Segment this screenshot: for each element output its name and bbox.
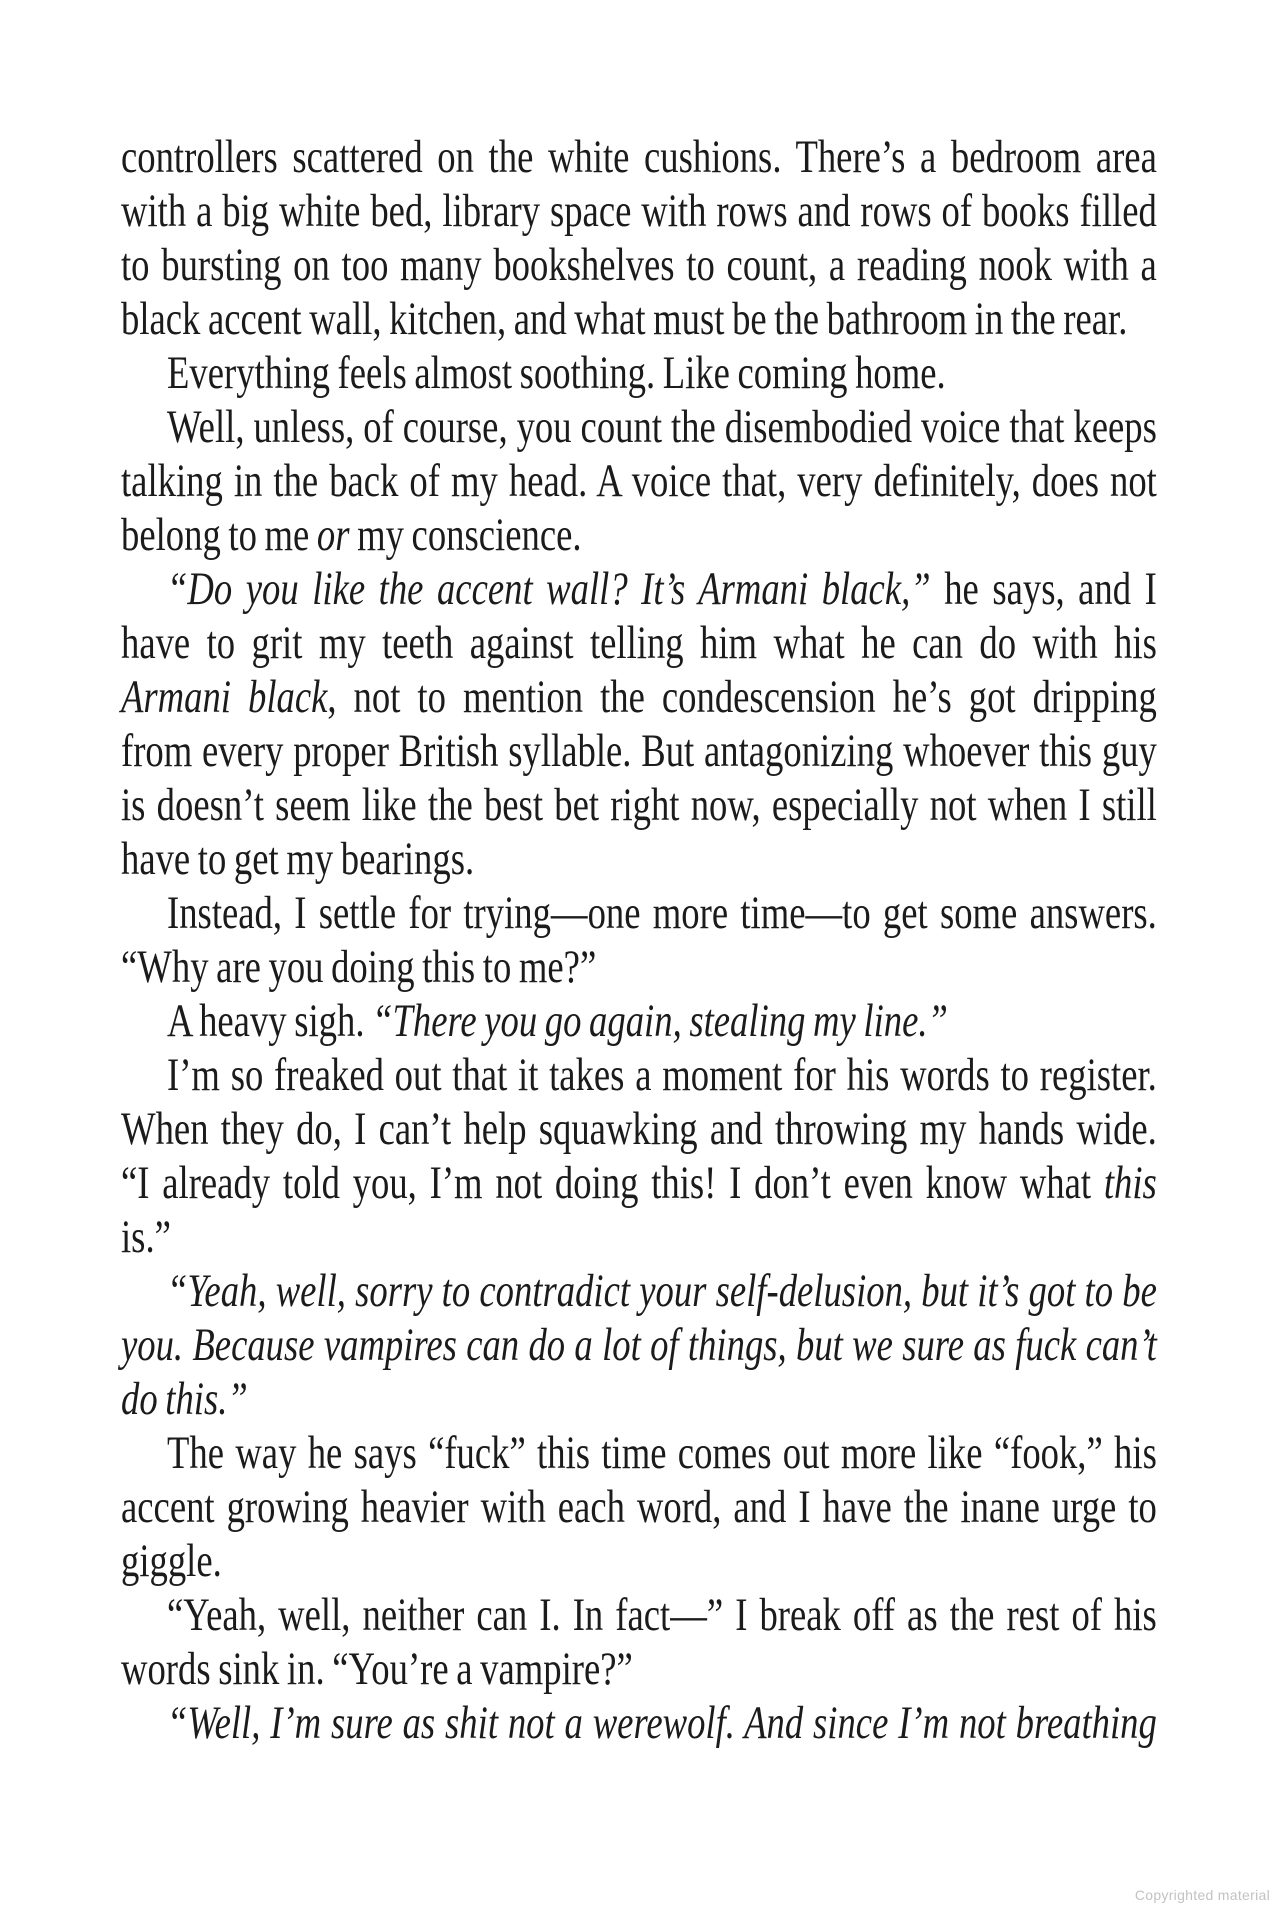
paragraph [121,130,1157,346]
text-segment: “Yeah, well, neither can I. In fact—” I break off as the rest of his [167,1589,1157,1641]
italic-text-segment: “Yeah, well, sorry to contradict your self-delusion, but it’s got to be [167,1265,1157,1317]
text-segment: is doesn’t seem like the best bet right now, especially not when I still [121,779,1157,831]
italic-text-segment: this [1103,1157,1157,1209]
text-line [121,886,1157,940]
text-line [121,346,1157,400]
text-line [121,1102,1157,1156]
text-line [121,1588,1157,1642]
italic-text-segment: you. Because vampires can do a lot of things, but we sure as fuck can’t [121,1319,1157,1371]
text-segment: Instead, I settle for trying—one more time—to get some answers. [167,887,1157,939]
text-segment: have to grit my teeth against telling him what he can do with his [121,617,1157,669]
paragraph [121,346,1157,400]
text-line [121,1696,1157,1750]
text-line [121,1264,1157,1318]
text-segment: The way he says “fuck” this time comes out more like “fook,” his [167,1427,1157,1479]
text-line [121,1156,1157,1210]
paragraph [121,1696,1157,1750]
text-line [121,562,1157,616]
text-line [121,1534,1157,1588]
paragraph [121,562,1157,886]
text-segment: I’m so freaked out that it takes a moment for his words to register. [167,1049,1157,1101]
text-line [121,940,1157,994]
paragraph [121,400,1157,562]
text-block [121,130,1157,1750]
text-segment: is.” [121,1211,171,1263]
text-line [121,1426,1157,1480]
text-segment: to bursting on too many bookshelves to count, a reading nook with a [121,239,1157,291]
text-line [121,994,1157,1048]
text-line [121,454,1157,508]
italic-text-segment: “There you go again, stealing my line.” [372,995,948,1047]
text-segment: words sink in. “You’re a vampire?” [121,1643,633,1695]
italic-text-segment: or [316,509,350,561]
italic-text-segment: “Well, I’m sure as shit not a werewolf. And since I’m not breathing [167,1697,1157,1749]
text-line [121,400,1157,454]
text-line [121,292,1157,346]
text-segment: black accent wall, kitchen, and what must be the bathroom in the rear. [121,293,1128,345]
text-line [121,238,1157,292]
text-segment: Everything feels almost soothing. Like coming home. [167,347,946,399]
text-segment: “I already told you, I’m not doing this! I don’t even know what [121,1157,1104,1209]
paragraph [121,1048,1157,1264]
paragraph [121,1426,1157,1588]
text-line [121,1210,1157,1264]
text-line [121,130,1157,184]
paragraph [121,1588,1157,1696]
text-segment: with a big white bed, library space with rows and rows of books filled [121,185,1157,237]
text-segment: have to get my bearings. [121,833,475,885]
text-segment: When they do, I can’t help squawking and throwing my hands wide. [121,1103,1157,1155]
text-line [121,1372,1157,1426]
text-segment: controllers scattered on the white cushions. There’s a bedroom area [121,131,1157,183]
text-line [121,832,1157,886]
text-line [121,1048,1157,1102]
text-line [121,724,1157,778]
text-line [121,184,1157,238]
text-segment: from every proper British syllable. But antagonizing whoever this guy [121,725,1157,777]
text-segment: giggle. [121,1535,222,1587]
text-line [121,616,1157,670]
text-segment: Well, unless, of course, you count the disembodied voice that keeps [167,401,1157,453]
italic-text-segment: Armani black [121,671,328,723]
paragraph [121,994,1157,1048]
text-line [121,1480,1157,1534]
text-segment: , not to mention the condescension he’s got dripping [327,671,1157,723]
text-segment: “Why are you doing this to me?” [121,941,597,993]
paragraph [121,1264,1157,1426]
text-segment: A heavy sigh. [167,995,373,1047]
paragraph [121,886,1157,994]
italic-text-segment: “Do you like the accent wall? It’s Armani black,” [167,563,931,615]
text-line [121,1642,1157,1696]
text-segment: belong to me [121,509,317,561]
text-segment: talking in the back of my head. A voice that, very definitely, does not [121,455,1157,507]
text-line [121,1318,1157,1372]
italic-text-segment: do this.” [121,1373,248,1425]
text-segment: he says, and I [930,563,1157,615]
text-line [121,508,1157,562]
text-segment: accent growing heavier with each word, and I have the inane urge to [121,1481,1157,1533]
copyright-watermark: Copyrighted material [1134,1887,1270,1903]
text-line [121,778,1157,832]
text-segment: my conscience. [349,509,582,561]
text-line [121,670,1157,724]
